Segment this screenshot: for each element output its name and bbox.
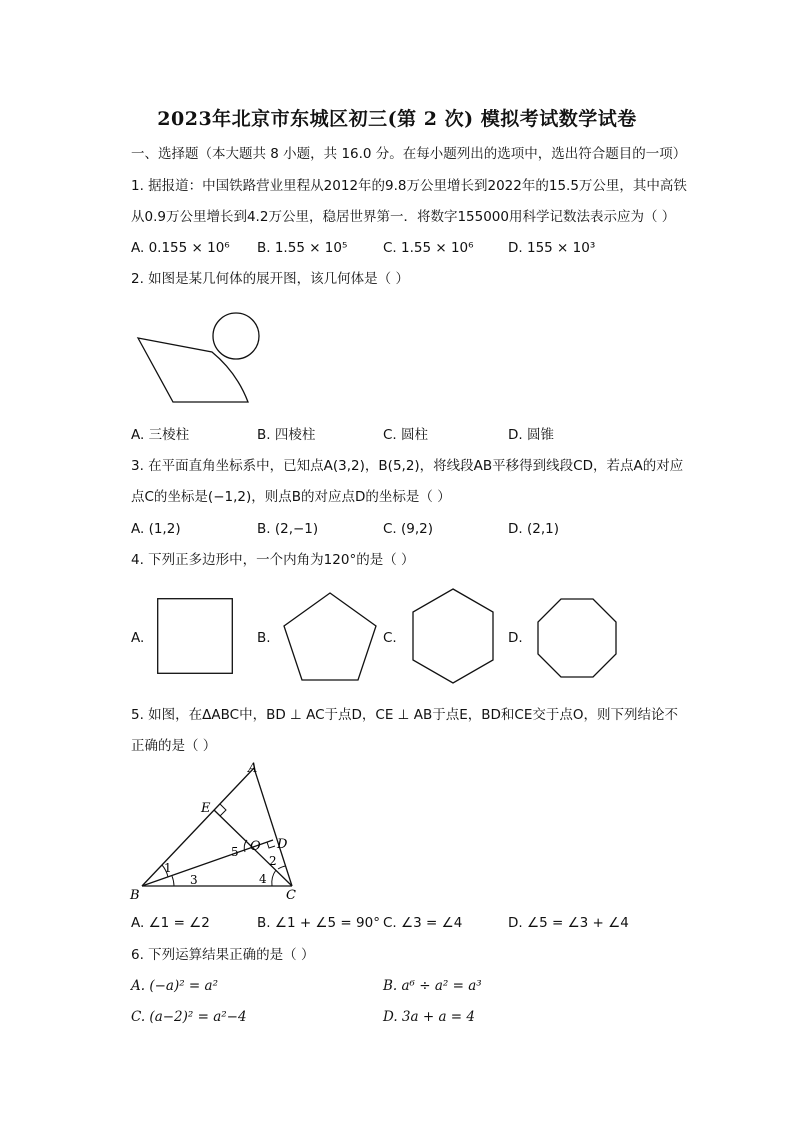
label-b: B bbox=[130, 888, 140, 903]
q5-option-c[interactable]: C. ∠3 = ∠4 bbox=[383, 915, 463, 931]
label-c: C bbox=[286, 888, 296, 903]
octagon-shape bbox=[537, 598, 617, 678]
q1-option-d[interactable]: D. 155 × 10³ bbox=[508, 240, 596, 256]
q3-option-d[interactable]: D. (2,1) bbox=[508, 521, 559, 537]
q3-option-c[interactable]: C. (9,2) bbox=[383, 521, 434, 537]
q5-stem-line2: 正确的是（ ） bbox=[131, 738, 217, 754]
q4-option-a[interactable]: A. bbox=[131, 630, 145, 646]
q4-option-d[interactable]: D. bbox=[508, 630, 523, 646]
label-e: E bbox=[201, 801, 211, 816]
q2-net-figure bbox=[130, 305, 270, 405]
section-heading: 一、选择题（本大题共 8 小题，共 16.0 分。在每小题列出的选项中，选出符合题目的一项） bbox=[131, 146, 687, 162]
sector-shape bbox=[138, 338, 248, 402]
q4-stem: 4. 下列正多边形中，一个内角为120°的是（ ） bbox=[131, 552, 415, 568]
q6-stem: 6. 下列运算结果正确的是（ ） bbox=[131, 947, 315, 963]
q1-option-c[interactable]: C. 1.55 × 10⁶ bbox=[383, 240, 474, 256]
q1-option-b[interactable]: B. 1.55 × 10⁵ bbox=[257, 240, 348, 256]
hexagon-shape bbox=[411, 588, 495, 684]
square-shape bbox=[157, 598, 233, 674]
q1-stem-line1: 1. 据报道：中国铁路营业里程从2012年的9.8万公里增长到2022年的15.5万公里，其中高铁 bbox=[131, 178, 687, 194]
q3-option-a[interactable]: A. (1,2) bbox=[131, 521, 181, 537]
q2-option-a[interactable]: A. 三棱柱 bbox=[131, 427, 190, 443]
q2-stem: 2. 如图是某几何体的展开图，该几何体是（ ） bbox=[131, 271, 409, 287]
q5-option-d[interactable]: D. ∠5 = ∠3 + ∠4 bbox=[508, 915, 629, 931]
label-angle-3: 3 bbox=[190, 873, 198, 887]
q5-option-a[interactable]: A. ∠1 = ∠2 bbox=[131, 915, 210, 931]
page-title: 2023年北京市东城区初三(第 2 次) 模拟考试数学试卷 bbox=[157, 108, 637, 130]
q3-option-b[interactable]: B. (2,−1) bbox=[257, 521, 319, 537]
label-angle-4: 4 bbox=[259, 872, 267, 886]
q4-option-b[interactable]: B. bbox=[257, 630, 271, 646]
base-circle bbox=[213, 313, 259, 359]
label-angle-2: 2 bbox=[269, 854, 277, 868]
q5-stem-line1: 5. 如图，在ΔABC中，BD ⊥ AC于点D，CE ⊥ AB于点E，BD和CE交于点O，则下列结论不 bbox=[131, 707, 678, 723]
q2-option-b[interactable]: B. 四棱柱 bbox=[257, 427, 316, 443]
label-angle-5: 5 bbox=[231, 845, 239, 859]
q5-triangle-figure bbox=[128, 760, 308, 902]
q6-option-b[interactable]: B. a⁶ ÷ a² = a³ bbox=[383, 978, 482, 994]
q6-option-a[interactable]: A. (−a)² = a² bbox=[131, 978, 218, 994]
q5-option-b[interactable]: B. ∠1 + ∠5 = 90° bbox=[257, 915, 380, 931]
label-d: D bbox=[277, 837, 288, 852]
q6-option-c[interactable]: C. (a−2)² = a²−4 bbox=[131, 1009, 247, 1025]
label-angle-1: 1 bbox=[164, 861, 172, 875]
q6-option-d[interactable]: D. 3a + a = 4 bbox=[383, 1009, 475, 1025]
q1-option-a[interactable]: A. 0.155 × 10⁶ bbox=[131, 240, 230, 256]
q2-option-c[interactable]: C. 圆柱 bbox=[383, 427, 429, 443]
label-o: O bbox=[250, 839, 261, 854]
label-a: A bbox=[248, 761, 258, 776]
pentagon-shape bbox=[282, 592, 378, 682]
q3-stem-line1: 3. 在平面直角坐标系中，已知点A(3,2)，B(5,2)，将线段AB平移得到线段CD，若点A的对应 bbox=[131, 458, 684, 474]
q1-stem-line2: 从0.9万公里增长到4.2万公里，稳居世界第一．将数字155000用科学记数法表示应为（ ） bbox=[131, 209, 676, 225]
q2-option-d[interactable]: D. 圆锥 bbox=[508, 427, 554, 443]
q4-option-c[interactable]: C. bbox=[383, 630, 397, 646]
q3-stem-line2: 点C的坐标是(−1,2)，则点B的对应点D的坐标是（ ） bbox=[131, 489, 451, 505]
